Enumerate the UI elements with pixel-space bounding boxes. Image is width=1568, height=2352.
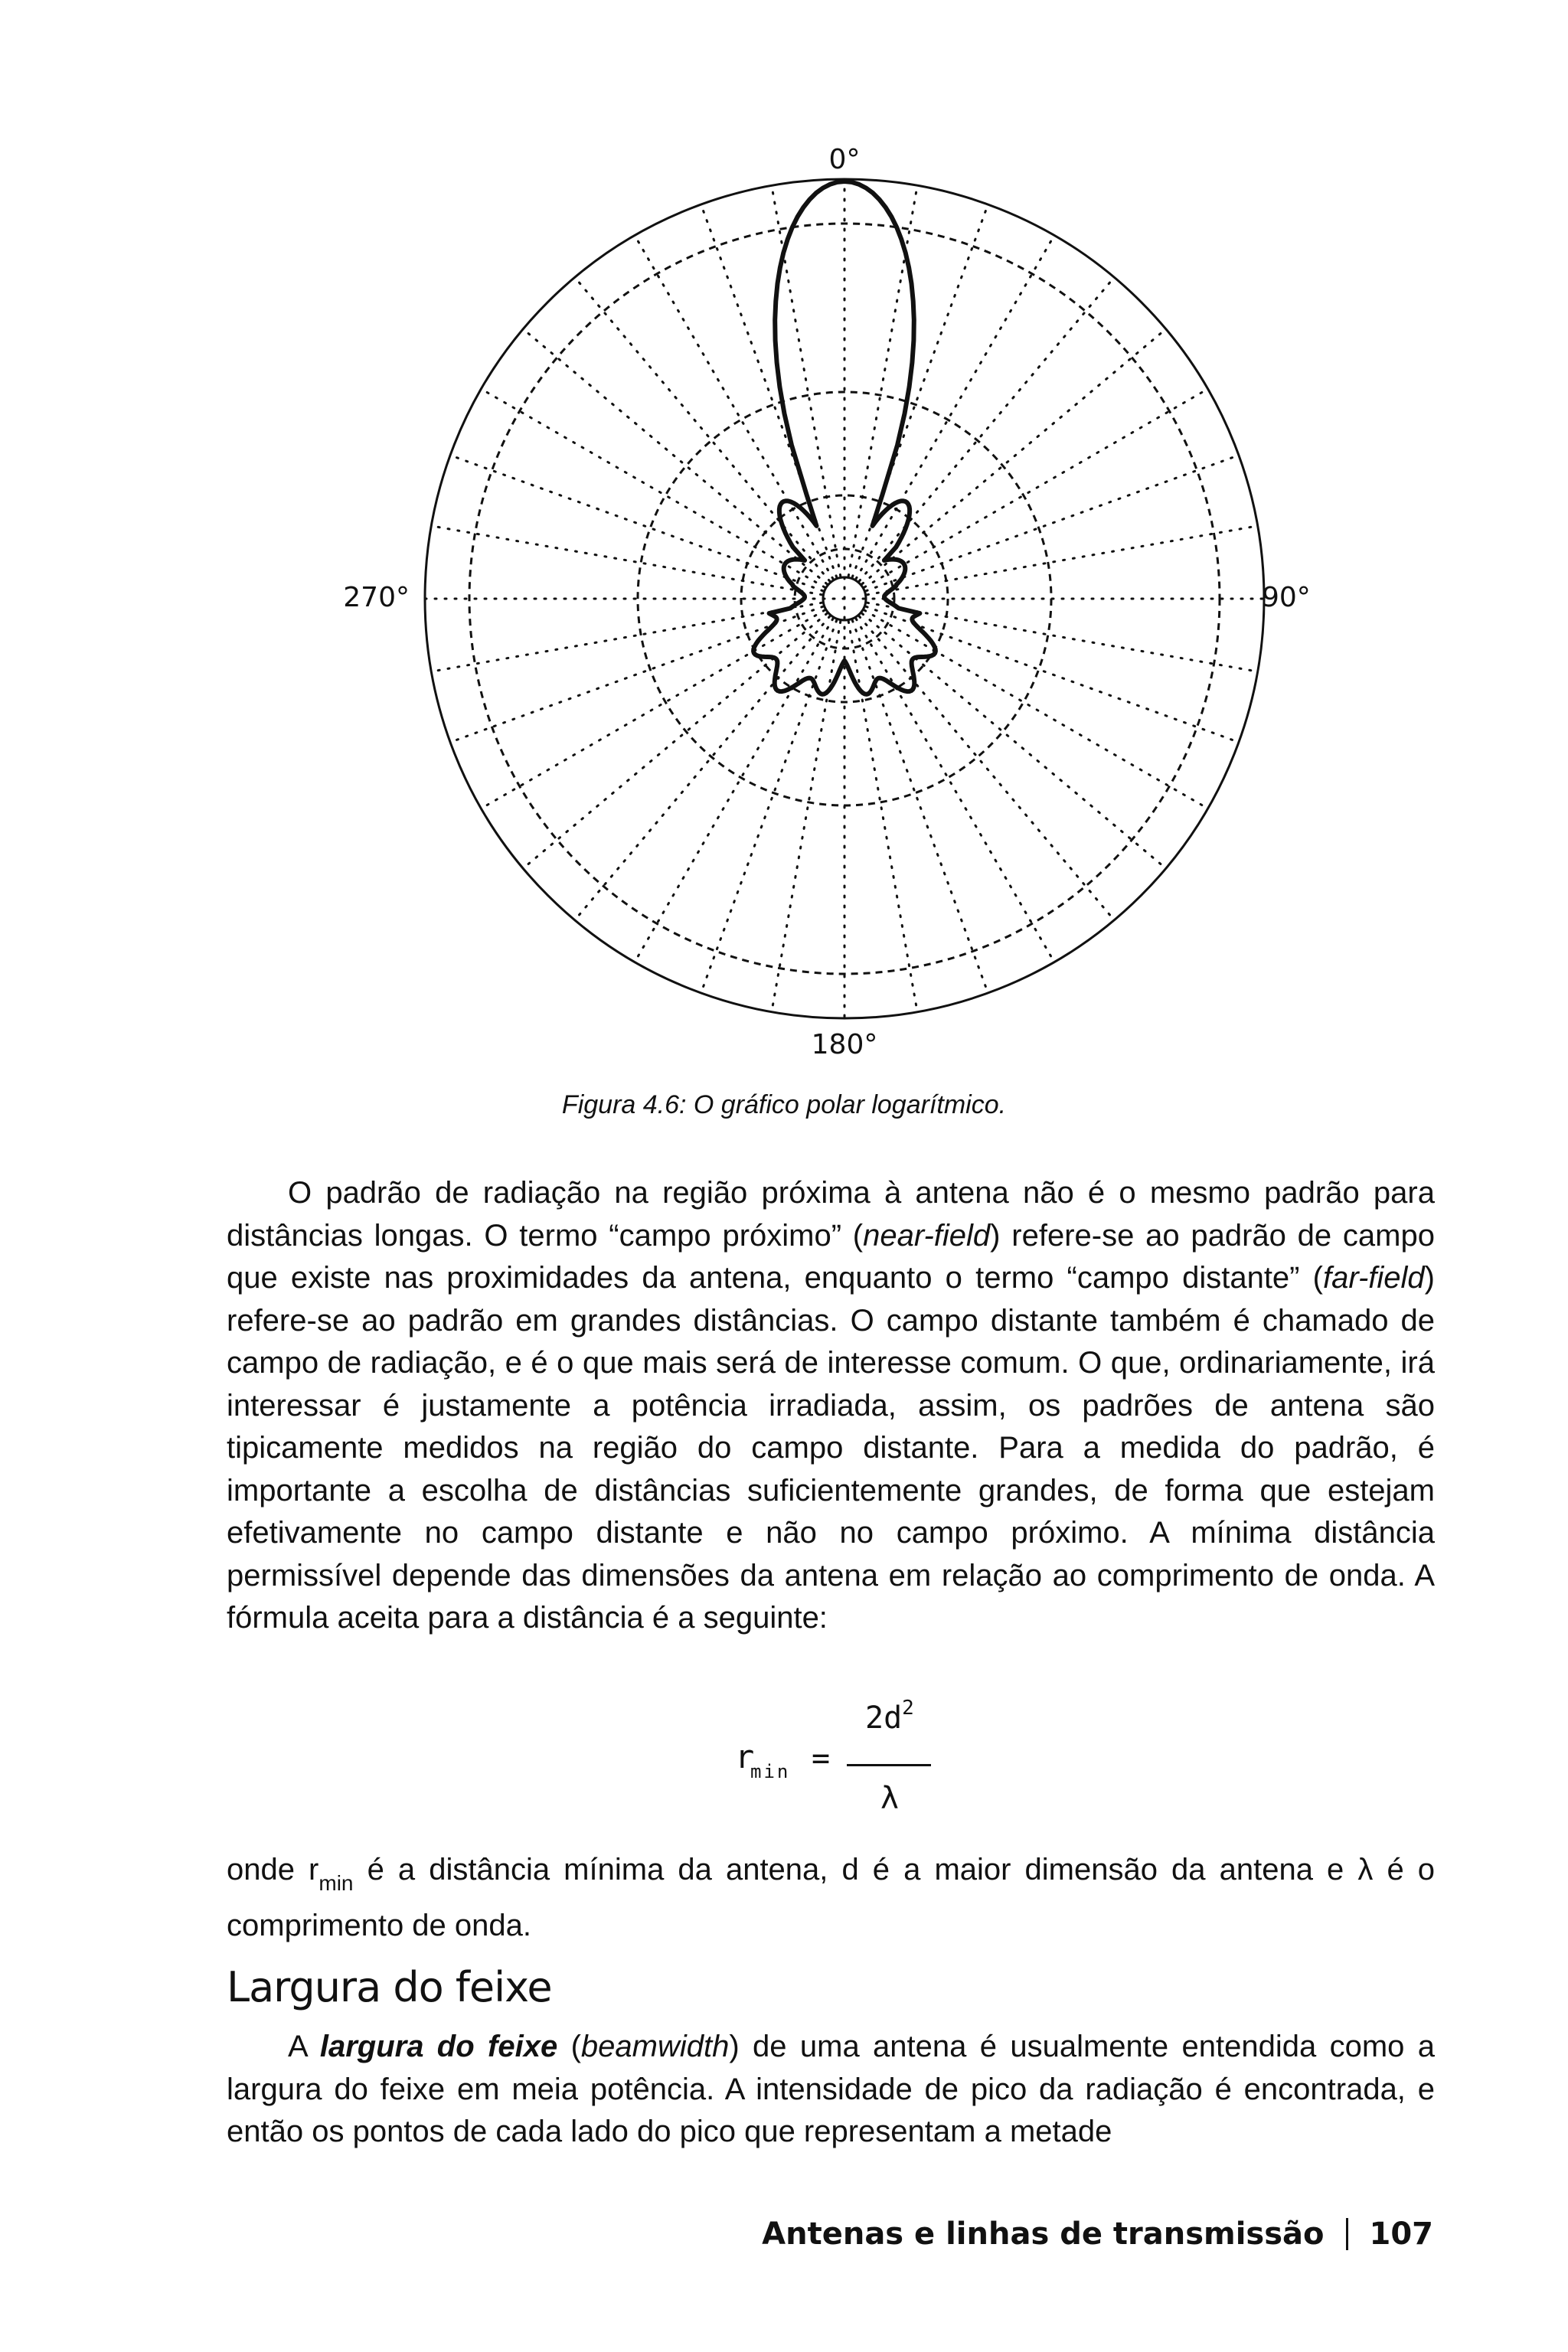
polar-plot	[306, 138, 1378, 1080]
p2-text-2: é a distância mínima da antena, d é a maior dimensão da antena e λ é o comprimento de onda.	[227, 1853, 1436, 1942]
p2-subscript-min: min	[318, 1871, 354, 1895]
spoke-140	[859, 616, 1114, 920]
spoke-30	[856, 235, 1054, 579]
page-footer	[762, 2216, 1433, 2252]
label-180-deg: 180°	[811, 1029, 878, 1060]
figure-caption: Figura 4.6: O gráfico polar logarítmico.	[561, 1090, 1007, 1119]
spoke-40	[859, 277, 1114, 581]
spoke-200	[701, 620, 837, 993]
p3-text-2: (	[557, 2030, 581, 2063]
label-90-deg: 90°	[1262, 582, 1311, 613]
p3-text-3: ) de uma antena é usualmente entendida como a largura do feixe em meia potência. A intensidade de pico da radiação é encontrada, e então os pontos de cada lado do pico que representam a metade	[227, 2030, 1436, 2148]
formula-numerator-exponent: 2	[902, 1697, 914, 1720]
spoke-290	[450, 456, 823, 591]
page-number: 107	[1369, 2216, 1433, 2252]
spoke-310	[523, 329, 827, 584]
formula-fraction-bar	[847, 1764, 931, 1766]
spoke-220	[575, 616, 830, 920]
section-heading: Largura do feixe	[227, 1963, 552, 2011]
p3-text-1: A	[288, 2030, 320, 2063]
p2-text-1: onde r	[227, 1853, 319, 1886]
formula-equals: =	[812, 1741, 831, 1776]
paragraph-formula-explanation	[227, 1849, 1435, 1947]
spoke-160	[852, 620, 988, 993]
spoke-70	[866, 456, 1239, 591]
formula-numerator	[865, 1697, 914, 1736]
spoke-150	[856, 619, 1054, 962]
spoke-120	[864, 610, 1208, 808]
formula-lhs: r	[735, 1738, 755, 1775]
footer-title: Antenas e linhas de transmissão	[762, 2216, 1325, 2252]
p1-text-2: ) refere-se ao padrão de campo que existe nas proximidades da antena, enquanto o termo “campo distante” (	[227, 1218, 1435, 1295]
spoke-240	[481, 610, 825, 808]
rmin-formula	[720, 1697, 972, 1834]
spoke-130	[862, 613, 1166, 868]
formula-denominator: λ	[880, 1781, 900, 1816]
formula-numerator-base: 2d	[865, 1700, 903, 1736]
p3-term-beamwidth-pt: largura do feixe	[319, 2030, 558, 2063]
spoke-330	[635, 235, 833, 579]
footer-separator	[1346, 2218, 1348, 2250]
spoke-110	[866, 606, 1239, 742]
label-0-deg: 0°	[828, 144, 861, 175]
p1-term-far-field: far-field	[1323, 1261, 1425, 1295]
spoke-230	[523, 613, 827, 868]
spoke-300	[481, 389, 825, 587]
spoke-60	[864, 389, 1208, 587]
p3-term-beamwidth-en: beamwidth	[580, 2030, 730, 2063]
p1-text-1: O padrão de radiação na região próxima à antena não é o mesmo padrão para distâncias longas. O termo “campo próximo” (	[227, 1176, 1435, 1253]
spoke-50	[862, 329, 1166, 584]
label-270-deg: 270°	[343, 582, 410, 613]
spoke-250	[450, 606, 823, 742]
polar-plot-figure	[306, 138, 1378, 1080]
formula-lhs-subscript: min	[750, 1761, 791, 1782]
p1-term-near-field: near-field	[863, 1218, 991, 1253]
paragraph-near-far-field	[227, 1172, 1435, 1640]
angle-gridlines	[425, 179, 1264, 1018]
spoke-320	[575, 277, 830, 581]
paragraph-beamwidth	[227, 2026, 1435, 2154]
spoke-210	[635, 619, 833, 962]
p1-text-3: ) refere-se ao padrão em grandes distâncias. O campo distante também é chamado de campo de radiação, e é o que mais será de interesse comum. O que, ordinariamente, irá interessar é justamente a potência irradiada, assim, os padrões de antena são tipicamente medidos na região do campo distante. Para a medida do padrão, é importante a escolha de distâncias suficientemente grandes, de forma que estejam efetivamente no campo distante e não no campo próximo. A mínima distância permissível depende das dimensões da antena em relação ao comprimento de onda. A fórmula aceita para a distância é a seguinte:	[227, 1261, 1435, 1635]
